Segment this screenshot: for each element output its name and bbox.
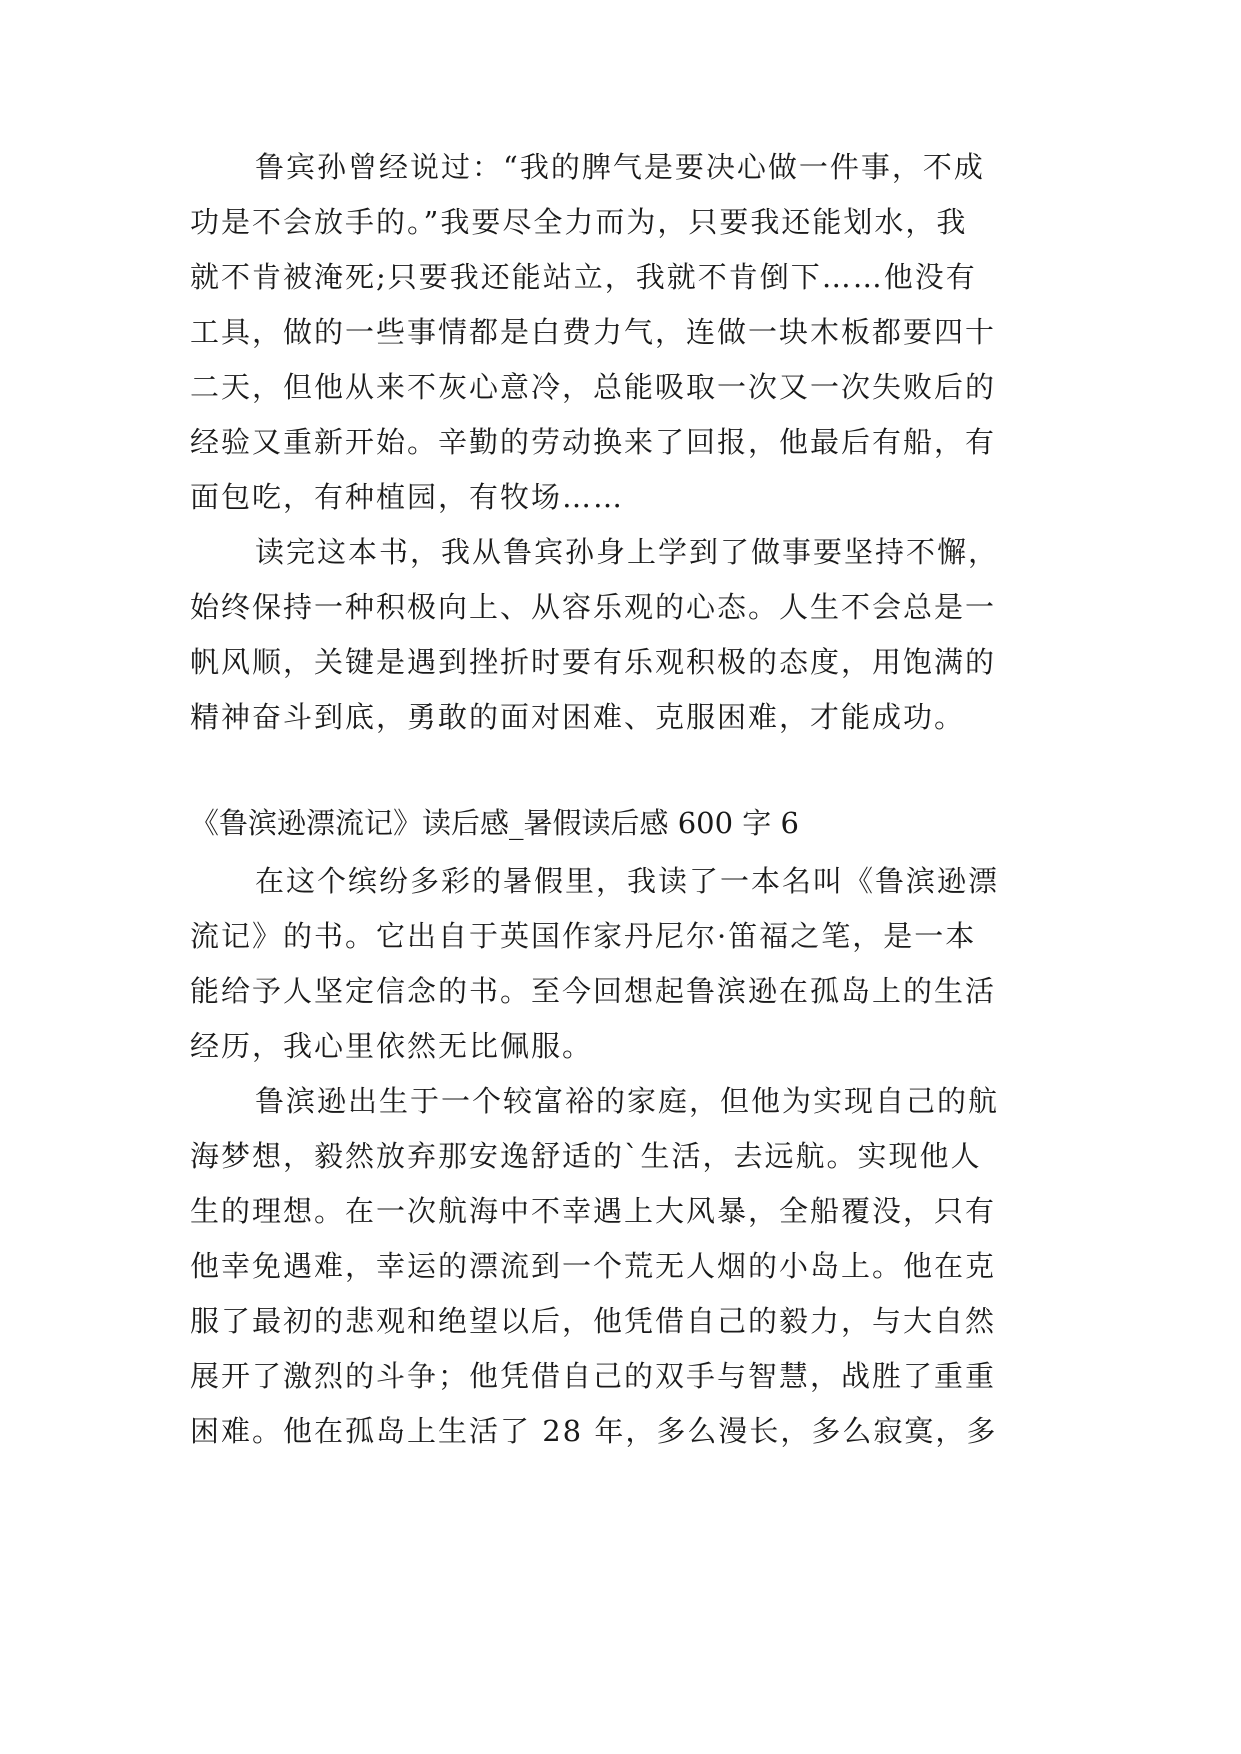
text-line: 流记》的书。它出自于英国作家丹尼尔·笛福之笔，是一本: [190, 919, 977, 953]
text-line: 始终保持一种积极向上、从容乐观的心态。人生不会总是一: [190, 590, 997, 624]
text-line: 服了最初的悲观和绝望以后，他凭借自己的毅力，与大自然: [190, 1304, 997, 1338]
text-line: 帆风顺，关键是遇到挫折时要有乐观积极的态度，用饱满的: [190, 645, 997, 679]
text-line: 二天，但他从来不灰心意冷，总能吸取一次又一次失败后的: [190, 370, 997, 404]
text-line: 鲁滨逊出生于一个较富裕的家庭，但他为实现自己的航: [255, 1084, 1000, 1118]
text-line: 功是不会放手的。”我要尽全力而为，只要我还能划水，我: [190, 205, 968, 239]
text-line: 经历，我心里依然无比佩服。: [190, 1029, 594, 1063]
text-line: 工具，做的一些事情都是白费力气，连做一块木板都要四十: [190, 315, 997, 349]
section-heading: 《鲁滨逊漂流记》读后感_暑假读后感 600 字 6: [190, 806, 799, 840]
text-line: 在这个缤纷多彩的暑假里，我读了一本名叫《鲁滨逊漂: [255, 864, 1000, 898]
text-line: 精神奋斗到底，勇敢的面对困难、克服困难，才能成功。: [190, 700, 966, 734]
text-line: 困难。他在孤岛上生活了 28 年，多么漫长，多么寂寞，多: [190, 1414, 998, 1448]
text-line: 鲁宾孙曾经说过：“我的脾气是要决心做一件事，不成: [255, 150, 985, 184]
text-line: 就不肯被淹死;只要我还能站立，我就不肯倒下……他没有: [190, 260, 977, 294]
text-line: 生的理想。在一次航海中不幸遇上大风暴，全船覆没，只有: [190, 1194, 997, 1228]
text-line: 读完这本书，我从鲁宾孙身上学到了做事要坚持不懈，: [255, 535, 1000, 569]
text-line: 经验又重新开始。辛勤的劳动换来了回报，他最后有船，有: [190, 425, 997, 459]
text-line: 面包吃，有种植园，有牧场……: [190, 480, 625, 514]
text-line: 他幸免遇难，幸运的漂流到一个荒无人烟的小岛上。他在克: [190, 1249, 997, 1283]
text-line: 展开了激烈的斗争；他凭借自己的双手与智慧，战胜了重重: [190, 1359, 997, 1393]
text-line: 海梦想，毅然放弃那安逸舒适的`生活，去远航。实现他人: [190, 1139, 982, 1173]
text-line: 能给予人坚定信念的书。至今回想起鲁滨逊在孤岛上的生活: [190, 974, 997, 1008]
